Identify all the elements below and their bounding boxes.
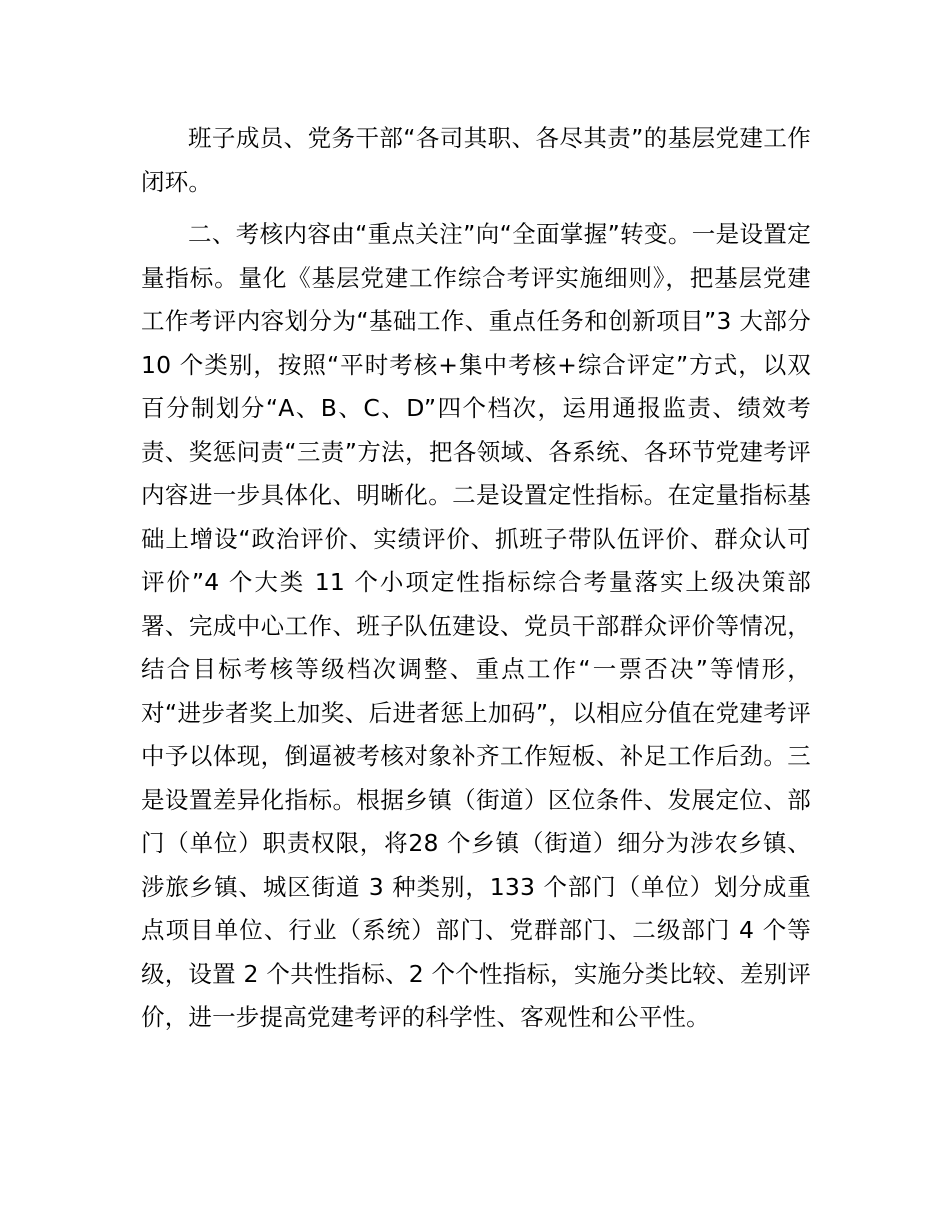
paragraph-2: 二、考核内容由“重点关注”向“全面掌握”转变。一是设置定量指标。量化《基层党建工作综合考评实施细则》，把基层党建工作考评内容划分为“基础工作、重点任务和创新项目”3 大部分 10 个类别，按照“平时考核+集中考核+综合评定”方式，以双百分制划分“A、B、C、D”四个档次，运用通报监责、绩效考责、奖惩问责“三责”方法，把各领域、各系统、各环节党建考评内容进一步具体化、明晰化。二是设置定性指标。在定量指标基础上增设“政治评价、实绩评价、抓班子带队伍评价、群众认可评价”4 个大类 11 个小项定性指标综合考量落实上级决策部署、完成中心工作、班子队伍建设、党员干部群众评价等情况，结合目标考核等级档次调整、重点工作“一票否决”等情形，对“进步者奖上加奖、后进者惩上加码”，以相应分值在党建考评中予以体现，倒逼被考核对象补齐工作短板、补足工作后劲。三是设置差异化指标。根据乡镇（街道）区位条件、发展定位、部门（单位）职责权限，将28 个乡镇（街道）细分为涉农乡镇、涉旅乡镇、城区街道 3 种类别，133 个部门（单位）划分成重点项目单位、行业（系统）部门、党群部门、二级部门 4 个等级，设置 2 个共性指标、2 个个性指标，实施分类比较、差别评价，进一步提高党建考评的科学性、客观性和公平性。 xyxy=(141,220,811,1031)
paragraph-1: 班子成员、党务干部“各司其职、各尽其责”的基层党建工作闭环。 xyxy=(141,124,811,196)
document-body xyxy=(141,117,811,1049)
